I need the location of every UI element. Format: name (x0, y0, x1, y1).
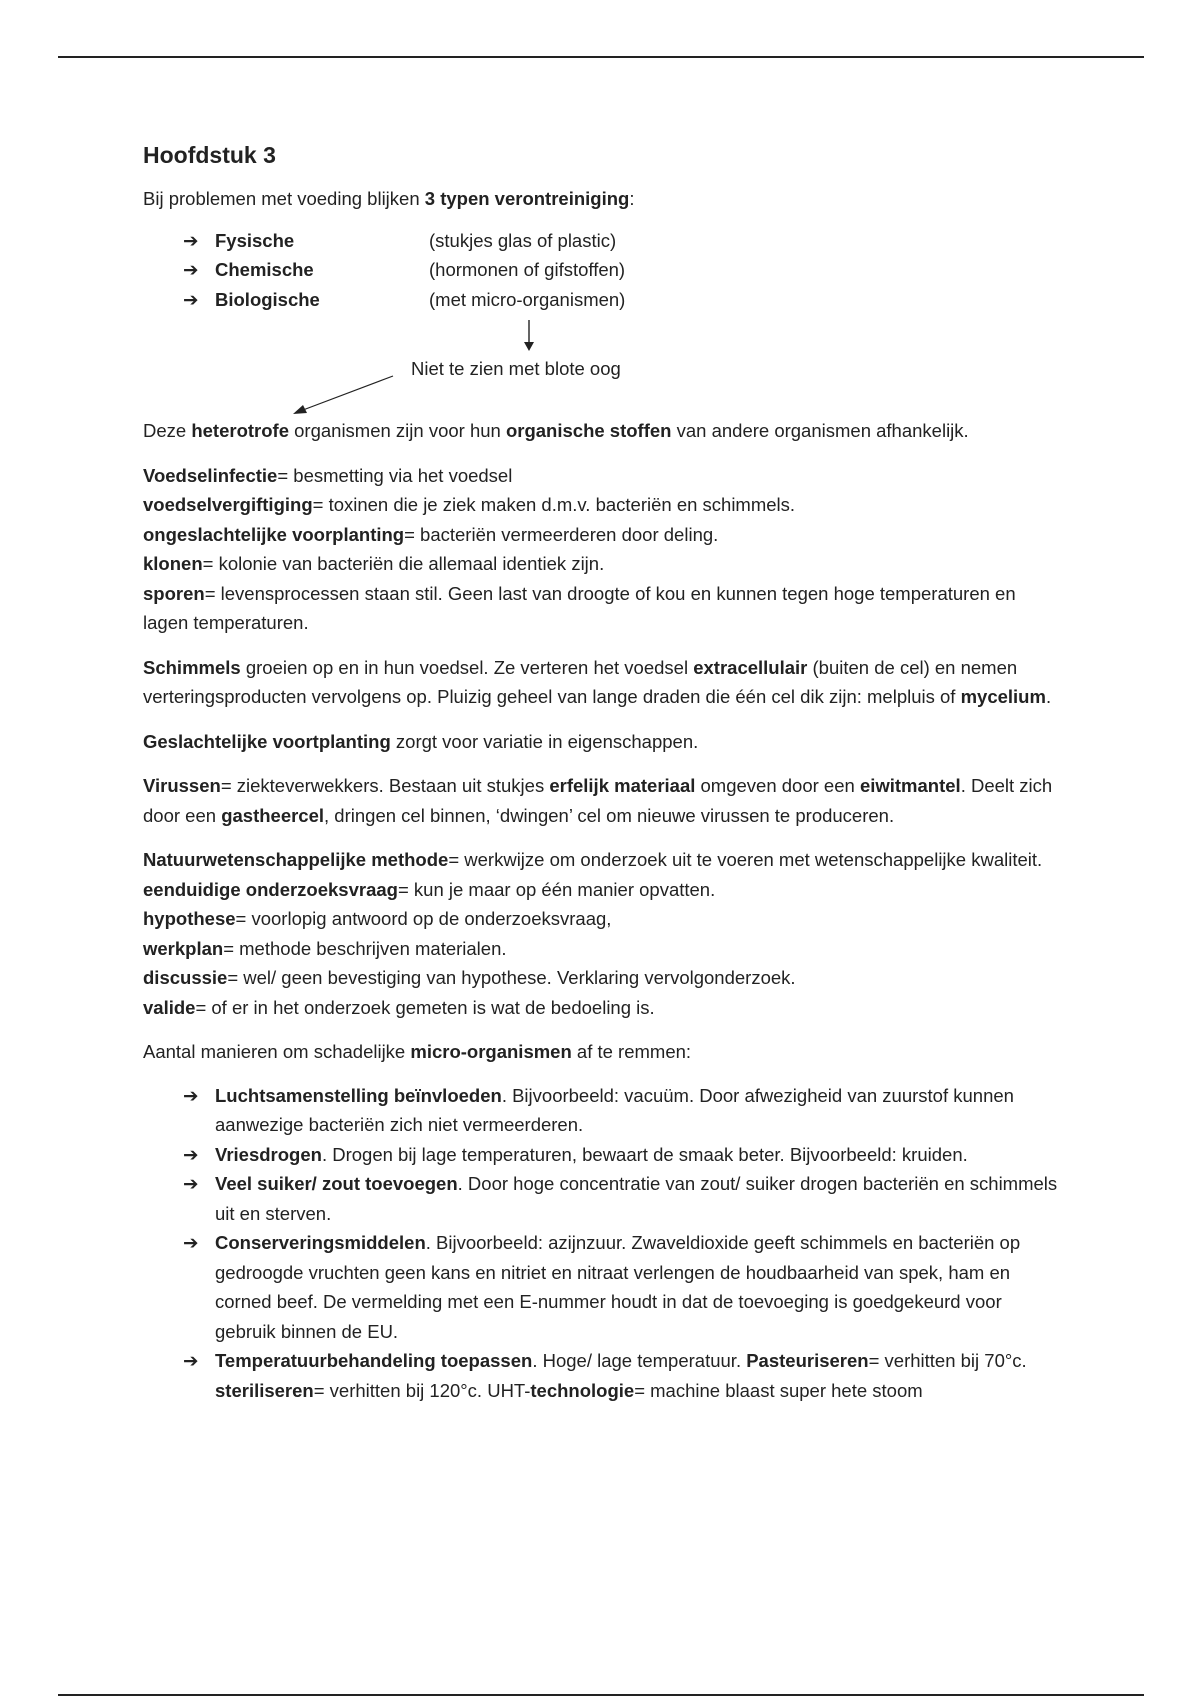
list-item: ➔ Conserveringsmiddelen. Bijvoorbeeld: azijnzuur. Zwaveldioxide geeft schimmels en bacteriën op gedroogde vruchten geen kans en nitriet en nitraat verlengen de houdbaarheid van spek, ham en corned beef. De vermelding met een E-nummer houdt in dat de toevoeging is goedgekeurd voor gebruik binnen de EU. (183, 1228, 1063, 1346)
arrow-right-icon: ➔ (183, 1084, 199, 1106)
definition-row: ongeslachtelijke voorplanting= bacteriën vermeerderen door deling. (143, 523, 719, 545)
list-item: ➔ Vriesdrogen. Drogen bij lage temperaturen, bewaart de smaak beter. Bijvoorbeeld: kruiden. (183, 1140, 1063, 1170)
list-item: ➔ Temperatuurbehandeling toepassen. Hoge/ lage temperatuur. Pasteuriseren= verhitten bij 70°c. steriliseren= verhitten bij 120°c. UHT-technologie= machine blaast super hete stoom (183, 1346, 1063, 1405)
geslachtelijk-paragraph: Geslachtelijke voortplanting zorgt voor variatie in eigenschappen. (143, 730, 699, 752)
arrow-right-icon: ➔ (183, 1173, 199, 1194)
virussen-paragraph: Virussen= ziekteverwekkers. Bestaan uit stukjes erfelijk materiaal omgeven door een eiwitmantel. Deelt zich door een gastheercel, dringen cel binnen, ‘dwingen’ cel om nieuwe virussen te produceren. (143, 775, 1053, 826)
down-arrow-head (524, 342, 534, 351)
chapter-heading: Hoofdstuk 3 (143, 142, 276, 168)
schimmels-paragraph: Schimmels groeien op en in hun voedsel. Ze verteren het voedsel extracellulair (buiten de cel) en nemen verteringsproducten vervolgens op. Pluizig geheel van lange draden die één cel dik zijn: melpluis of mycelium. (143, 656, 1052, 707)
definition-row: Voedselinfectie= besmetting via het voedsel (143, 464, 513, 486)
list-item: ➔ Biologische (met micro-organismen) (183, 285, 1063, 315)
document-page (143, 140, 1063, 1405)
definition-row: klonen= kolonie van bacteriën die allemaal identiek zijn. (143, 553, 605, 574)
arrow-right-icon: ➔ (183, 1350, 199, 1371)
arrow-right-icon: ➔ (183, 1143, 199, 1165)
header-rule (58, 56, 1144, 58)
diagonal-arrow-line (303, 376, 393, 410)
definition-row: werkplan= methode beschrijven materialen. (143, 937, 507, 959)
definition-row: eenduidige onderzoeksvraag= kun je maar op één manier opvatten. (143, 878, 716, 900)
heterotroph-paragraph: Deze heterotrofe organismen zijn voor hun organische stoffen van andere organismen afhankelijk. (143, 420, 969, 441)
arrow-right-icon: ➔ (183, 229, 199, 251)
annotation-area (143, 314, 1063, 416)
list-item: ➔ Luchtsamenstelling beïnvloeden. Bijvoorbeeld: vacuüm. Door afwezigheid van zuurstof kunnen aanwezige bacteriën zich niet vermeerderen. (183, 1081, 1063, 1140)
definition-row: valide= of er in het onderzoek gemeten is wat de bedoeling is. (143, 996, 655, 1018)
definitions-block-1 (143, 461, 1063, 638)
list-item: ➔ Veel suiker/ zout toevoegen. Door hoge concentratie van zout/ suiker drogen bacteriën en schimmels uit en sterven. (183, 1169, 1063, 1228)
arrow-right-icon: ➔ (183, 259, 199, 280)
definition-row: sporen= levensprocessen staan stil. Geen last van droogte of kou en kunnen tegen hoge temperaturen en lagen temperaturen. (143, 582, 1016, 633)
intro-paragraph: Bij problemen met voeding blijken 3 typen verontreiniging: (143, 188, 635, 209)
contamination-types-list (183, 226, 1063, 315)
list-item: ➔ Fysische (stukjes glas of plastic) (183, 226, 1063, 256)
footer-rule (58, 1694, 1144, 1696)
definition-row: hypothese= voorlopig antwoord op de onderzoeksvraag, (143, 908, 612, 929)
arrow-right-icon: ➔ (183, 1232, 199, 1253)
definition-row: voedselvergiftiging= toxinen die je ziek maken d.m.v. bacteriën en schimmels. (143, 494, 796, 515)
definition-row: discussie= wel/ geen bevestiging van hypothese. Verklaring vervolgonderzoek. (143, 967, 796, 988)
methods-list (183, 1081, 1063, 1406)
definition-row: Natuurwetenschappelijke methode= werkwijze om onderzoek uit te voeren met wetenschappelijke kwaliteit. (143, 849, 1043, 870)
annotation-label: Niet te zien met blote oog (411, 358, 621, 379)
list-item: ➔ Chemische (hormonen of gifstoffen) (183, 255, 1063, 285)
arrow-right-icon: ➔ (183, 288, 199, 310)
remmen-intro: Aantal manieren om schadelijke micro-organismen af te remmen: (143, 1041, 692, 1062)
diagonal-arrow-head (293, 405, 307, 414)
definitions-block-2 (143, 845, 1063, 1022)
